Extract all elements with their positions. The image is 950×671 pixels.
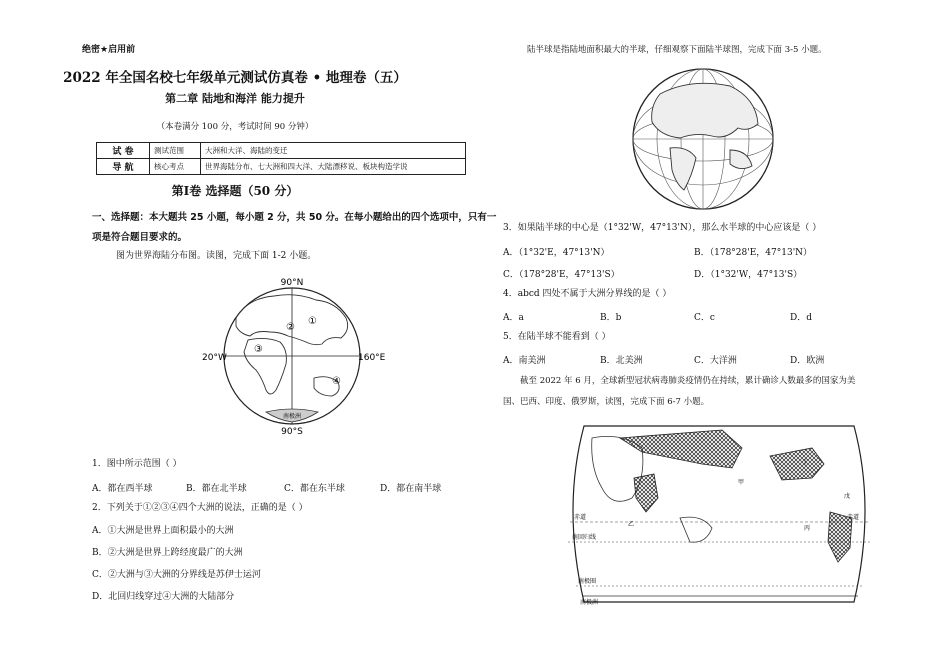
world-covid-map <box>562 418 876 608</box>
world-land-sea-map <box>196 278 396 440</box>
guide-left-bottom: 导 航 <box>97 159 150 175</box>
q5-option-a[interactable]: A．南美洲 <box>503 356 546 366</box>
intro-q3-5: 陆半球是指陆地面积最大的半球，仔细观察下面陆半球图，完成下面 3-5 小题。 <box>527 45 827 55</box>
label-equator-right: 赤道 <box>847 514 860 521</box>
exam-note: （本卷满分 100 分，考试时间 90 分钟） <box>156 122 314 132</box>
q5-option-b[interactable]: B．北美洲 <box>600 356 643 366</box>
q5-option-d[interactable]: D．欧洲 <box>790 356 825 366</box>
guide-value-points: 世界海陆分布、七大洲和四大洋、大陆漂移说、板块构造学说 <box>201 159 466 175</box>
q4-option-b[interactable]: B．b <box>600 313 622 323</box>
label-wu: 戊 <box>844 493 851 500</box>
q3-option-b[interactable]: B．（178°28'E，47°13'N） <box>694 248 813 258</box>
label-equator-left: 赤道 <box>574 514 587 521</box>
q3-option-a[interactable]: A．（1°32'E，47°13'N） <box>503 248 610 258</box>
q4-option-c[interactable]: C．c <box>694 313 715 323</box>
q1-option-a[interactable]: A．都在西半球 <box>92 484 153 494</box>
q2-option-b[interactable]: B．②大洲是世界上跨经度最广的大洲 <box>92 548 243 558</box>
q5-option-c[interactable]: C．大洋洲 <box>694 356 737 366</box>
label-20w: 20°W <box>202 353 227 363</box>
q2-stem: 2．下列关于①②③④四个大洲的说法，正确的是（ ） <box>92 503 308 513</box>
label-bing: 丙 <box>804 525 811 532</box>
instruction-line-1: 一、选择题：本大题共 25 小题，每小题 2 分，共 50 分。在每小题给出的四个选项中，只有一 <box>92 212 497 223</box>
q2-option-c[interactable]: C．②大洲与③大洲的分界线是苏伊士运河 <box>92 570 261 580</box>
label-90n: 90°N <box>280 278 304 288</box>
guide-label-points: 核心考点 <box>150 159 201 175</box>
marker-2: ② <box>286 322 295 333</box>
chapter-subtitle: 第二章 陆地和海洋 能力提升 <box>165 92 305 105</box>
q2-option-d[interactable]: D．北回归线穿过④大洲的大陆部分 <box>92 592 235 602</box>
secret-label: 绝密★启用前 <box>82 45 136 55</box>
q2-option-a[interactable]: A．①大洲是世界上面积最小的大洲 <box>92 526 234 536</box>
label-yi: 乙 <box>628 521 635 528</box>
label-tropic: 南回归线 <box>572 534 597 541</box>
q1-option-d[interactable]: D．都在南半球 <box>380 484 442 494</box>
q3-option-c[interactable]: C．（178°28'E，47°13'S） <box>503 270 620 280</box>
label-jia: 甲 <box>738 479 745 486</box>
q3-option-d[interactable]: D．（1°32'W，47°13'S） <box>694 270 803 280</box>
page-title: 2022 年全国名校七年级单元测试仿真卷 • 地理卷（五） <box>63 70 407 86</box>
label-antarctic-circle: 南极圈 <box>578 578 597 585</box>
label-antarctica: 南极洲 <box>580 599 599 606</box>
intro-q6-7-line-2: 国、巴西、印度、俄罗斯，读图，完成下面 6-7 小题。 <box>503 397 710 407</box>
q4-option-d[interactable]: D．d <box>790 313 812 323</box>
label-90s: 90°S <box>281 427 303 437</box>
label-ding: 丁 <box>802 459 809 466</box>
instruction-line-2: 项是符合题目要求的。 <box>92 232 188 243</box>
label-160e: 160°E <box>358 353 386 363</box>
q4-stem: 4．abcd 四处不属于大洲分界线的是（ ） <box>503 289 672 299</box>
q4-option-a[interactable]: A．a <box>503 313 524 323</box>
q3-stem: 3．如果陆半球的中心是（1°32'W，47°13'N），那么水半球的中心应该是（ ） <box>503 223 822 233</box>
marker-3: ③ <box>254 344 263 355</box>
q1-option-c[interactable]: C．都在东半球 <box>284 484 345 494</box>
marker-1: ① <box>308 316 317 327</box>
guide-table <box>96 142 466 175</box>
q1-stem: 1．图中所示范围（ ） <box>92 459 182 469</box>
guide-left-top: 试 卷 <box>97 143 150 159</box>
intro-q1-2: 图为世界海陆分布图。读图，完成下面 1-2 小题。 <box>116 251 317 261</box>
label-antarctica: 南极洲 <box>282 413 302 420</box>
q5-stem: 5．在陆半球不能看到（ ） <box>503 332 611 342</box>
guide-label-range: 测试范围 <box>150 143 201 159</box>
q1-option-b[interactable]: B．都在北半球 <box>186 484 247 494</box>
intro-q6-7-line-1: 截至 2022 年 6 月，全球新型冠状病毒肺炎疫情仍在持续，累计确诊人数最多的国家为美 <box>520 376 856 386</box>
marker-4: ④ <box>332 376 341 387</box>
land-hemisphere-map <box>630 66 776 212</box>
section-title: 第Ⅰ卷 选择题（50 分） <box>171 184 299 198</box>
guide-value-range: 大洲和大洋、海陆的变迁 <box>201 143 466 159</box>
